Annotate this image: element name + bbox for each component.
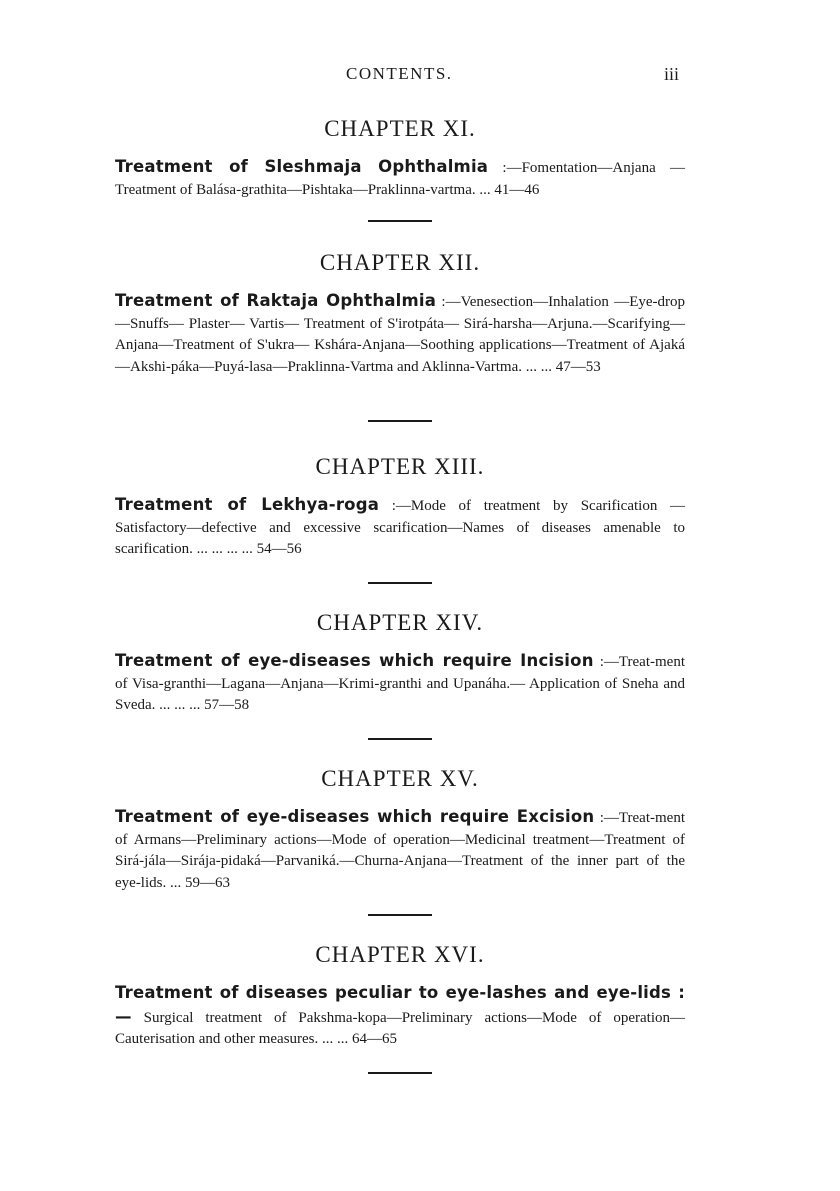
section-divider <box>368 582 432 584</box>
chapter-summary <box>115 806 685 894</box>
chapter-summary <box>115 290 685 378</box>
page-range: 57—58 <box>204 697 250 713</box>
chapter-xiii <box>115 454 685 561</box>
page-range: 64—65 <box>352 1031 398 1047</box>
chapter-subject: Treatment of Lekhya-roga <box>115 495 380 514</box>
chapter-topics: :—Mode of treatment by Scarification —Satisfactory—defective and excessive scarification—Names of diseases amenable to scarification. ... ... ... ... <box>115 498 685 557</box>
page-header <box>0 64 840 94</box>
chapter-topics: :—Treat-ment of Visa-granthi—Lagana—Anjana—Krimi-granthi and Upanáha.— Application of Sneha and Sveda. ... ... ... <box>115 654 685 713</box>
chapter-heading: CHAPTER XIV. <box>316 610 484 635</box>
page-range: 41—46 <box>494 181 540 198</box>
page-range: 54—56 <box>256 541 302 557</box>
section-divider <box>368 220 432 222</box>
chapter-subject: Treatment of eye-diseases which require Incision <box>115 651 594 670</box>
chapter-summary <box>115 982 685 1051</box>
chapter-subject: Treatment of diseases peculiar to eye-lashes and eye-lids :— <box>115 983 685 1026</box>
chapter-summary <box>115 494 685 561</box>
chapter-xvi <box>115 942 685 1051</box>
chapter-topics: Surgical treatment of Pakshma-kopa—Preliminary actions—Mode of operation—Cauterisation and other measures. ... ... <box>115 1009 686 1047</box>
chapter-subject: Treatment of eye-diseases which require Excision <box>115 807 595 826</box>
page-range: 59—63 <box>184 874 230 891</box>
chapter-summary <box>115 650 685 717</box>
section-divider <box>368 1072 432 1074</box>
chapter-xii <box>115 250 685 378</box>
chapter-summary <box>115 156 685 201</box>
section-divider <box>368 914 432 916</box>
page-number: iii <box>664 64 680 84</box>
chapter-xiv <box>115 610 685 717</box>
section-divider <box>368 420 432 422</box>
chapter-topics: :—Treat-ment of Armans—Preliminary actions—Mode of operation—Medicinal treatment—Treatment of Sirá-jála—Sirája-pidaká—Parvaniká.—Churna-Anjana—Treatment of the inner part of the eye-lids. ... <box>115 810 685 891</box>
chapter-heading: CHAPTER XIII. <box>315 454 485 479</box>
chapter-subject: Treatment of Sleshmaja Ophthalmia <box>115 157 489 176</box>
section-divider <box>368 738 432 740</box>
chapter-heading: CHAPTER XII. <box>319 250 481 275</box>
chapter-topics: :—Venesection—Inhalation —Eye-drop—Snuffs— Plaster— Vartis— Treatment of S'irotpáta— Sirá-harsha—Arjuna.—Scarifying—Anjana—Treatment of S'ukra— Kshára-Anjana—Soothing applications—Treatment of Ajaká—Akshi-páka—Puyá-lasa—Praklinna-Vartma and Aklinna-Vartma. ... ... <box>115 294 686 375</box>
chapter-subject: Treatment of Raktaja Ophthalmia <box>115 291 437 310</box>
chapter-heading: CHAPTER XV. <box>321 766 479 791</box>
running-title: CONTENTS. <box>346 64 453 83</box>
chapter-heading: CHAPTER XVI. <box>315 942 485 967</box>
chapter-heading: CHAPTER XI. <box>324 116 476 141</box>
chapter-topics: :—Fomentation—Anjana —Treatment of Balása-grathita—Pishtaka—Praklinna-vartma. ... <box>115 160 686 198</box>
chapter-xv <box>115 766 685 894</box>
chapter-xi <box>115 116 685 201</box>
page-range: 47—53 <box>555 358 601 375</box>
